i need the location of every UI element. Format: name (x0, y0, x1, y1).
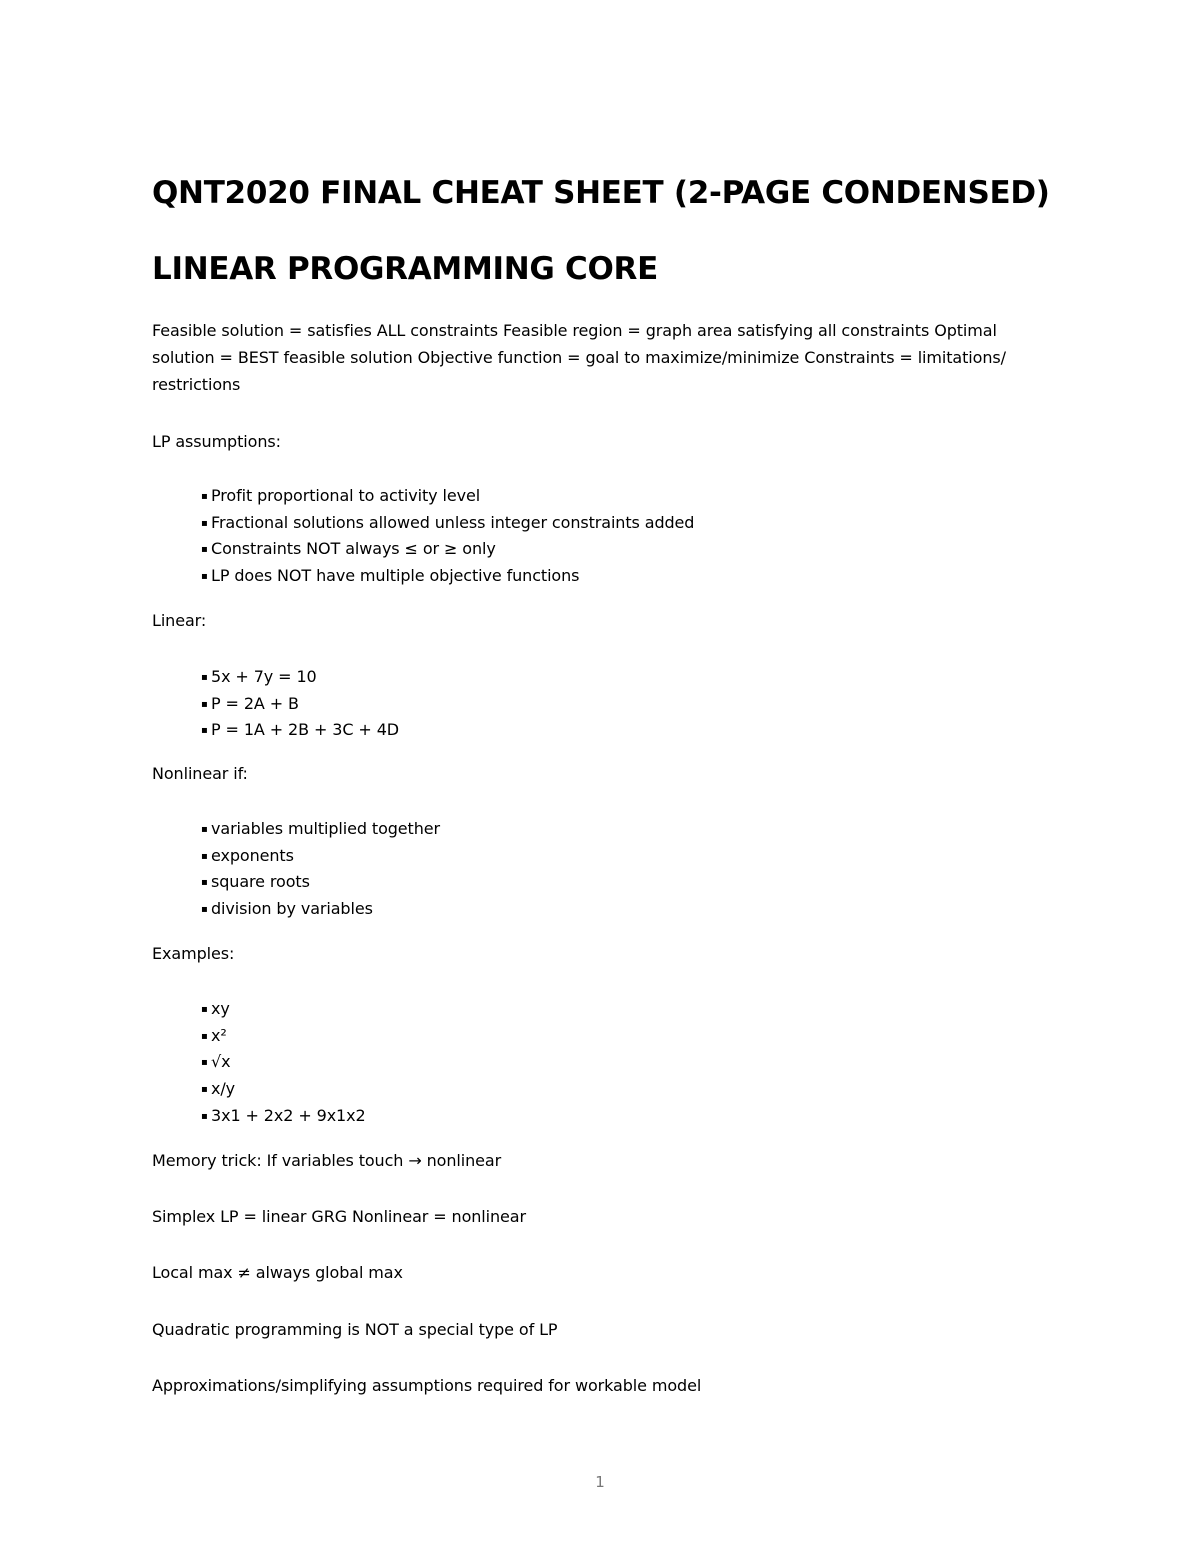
section-title: LINEAR PROGRAMMING CORE (152, 251, 658, 287)
list-item (201, 1078, 366, 1105)
bullet-icon: ▪ (201, 698, 208, 710)
bullet-icon: ▪ (201, 571, 208, 583)
approximations-note: Approximations/simplifying assumptions required for workable model (152, 1376, 702, 1395)
bullet-icon: ▪ (201, 1004, 208, 1015)
bullet-icon: ▪ (201, 544, 208, 556)
list-item (201, 1051, 366, 1078)
list-item (201, 565, 694, 592)
list-item-text: P = 1A + 2B + 3C + 4D (211, 720, 399, 740)
list-item-text: LP does NOT have multiple objective functions (211, 566, 580, 586)
list-item (201, 845, 440, 872)
document-title: QNT2020 FINAL CHEAT SHEET (2-PAGE CONDENSED) (152, 175, 1050, 211)
list-item (201, 485, 694, 512)
bullet-icon: ▪ (201, 877, 208, 889)
list-item-text: exponents (211, 845, 294, 865)
lp-assumptions-label: LP assumptions: (152, 432, 281, 451)
list-item-text: Constraints NOT always ≤ or ≥ only (211, 539, 496, 559)
examples-label: Examples: (152, 944, 235, 963)
list-item (201, 871, 440, 898)
list-item (201, 818, 440, 845)
lp-assumptions-list (201, 485, 694, 592)
list-item-text: xy (211, 999, 230, 1018)
list-item-text: 3x1 + 2x2 + 9x1x2 (211, 1105, 366, 1125)
bullet-icon: ▪ (201, 517, 208, 529)
list-item (201, 512, 694, 539)
nonlinear-label: Nonlinear if: (152, 764, 248, 783)
simplex-note: Simplex LP = linear GRG Nonlinear = nonlinear (152, 1207, 526, 1226)
bullet-icon: ▪ (201, 725, 208, 737)
list-item-text: √x (211, 1052, 231, 1072)
memory-trick-note: Memory trick: If variables touch → nonlinear (152, 1151, 502, 1170)
list-item-text: variables multiplied together (211, 819, 440, 838)
bullet-icon: ▪ (201, 904, 208, 916)
nonlinear-conditions-list (201, 818, 440, 925)
list-item-text: square roots (211, 872, 310, 892)
bullet-icon: ▪ (201, 1084, 208, 1096)
list-item-text: P = 2A + B (211, 693, 299, 713)
bullet-icon: ▪ (201, 672, 208, 683)
list-item-text: Profit proportional to activity level (211, 486, 481, 505)
list-item (201, 998, 366, 1025)
linear-label: Linear: (152, 611, 207, 630)
list-item (201, 538, 694, 565)
bullet-icon: ▪ (201, 1110, 208, 1122)
bullet-icon: ▪ (201, 491, 208, 502)
bullet-icon: ▪ (201, 1057, 208, 1069)
quadratic-note: Quadratic programming is NOT a special type of LP (152, 1320, 558, 1339)
list-item (201, 898, 440, 925)
bullet-icon: ▪ (201, 1030, 208, 1042)
bullet-icon: ▪ (201, 850, 208, 862)
bullet-icon: ▪ (201, 824, 208, 835)
list-item (201, 1025, 366, 1052)
list-item (201, 666, 399, 693)
list-item-text: x² (211, 1025, 227, 1045)
nonlinear-examples-list (201, 998, 366, 1131)
linear-examples-list (201, 666, 399, 746)
list-item (201, 719, 399, 746)
list-item-text: division by variables (211, 899, 373, 919)
page-number: 1 (595, 1473, 605, 1491)
list-item-text: x/y (211, 1079, 236, 1099)
local-max-note: Local max ≠ always global max (152, 1263, 403, 1282)
list-item (201, 693, 399, 720)
list-item (201, 1105, 366, 1132)
definitions-paragraph: Feasible solution = satisfies ALL constraints Feasible region = graph area satisfying all constraints Optimal solution = BEST feasible solution Objective function = goal to maximize/minimize Constraints = limitations/ restrictions (152, 321, 1006, 394)
list-item-text: Fractional solutions allowed unless integer constraints added (211, 512, 695, 532)
list-item-text: 5x + 7y = 10 (211, 667, 317, 686)
